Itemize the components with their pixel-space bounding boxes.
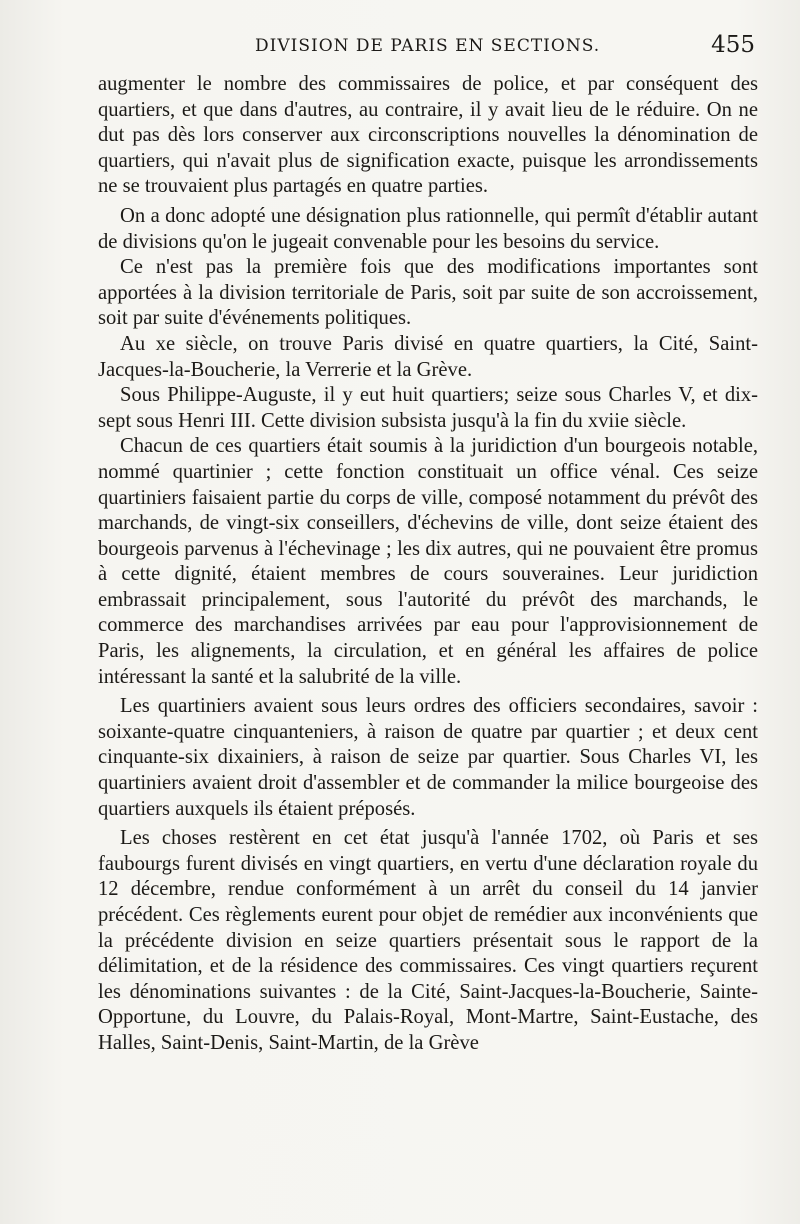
paragraph: Sous Philippe-Auguste, il y eut huit quartiers; seize sous Charles V, et dix-sept sous Henri III. Cette division subsista jusqu'à la fin du xviie siècle.: [98, 384, 758, 432]
paragraph: Les choses restèrent en cet état jusqu'à l'année 1702, où Paris et ses faubourgs furent divisés en vingt quartiers, en vertu d'une déclaration royale du 12 décembre, rendue conformément à un arrêt du conseil du 14 janvier précédent. Ces règlements eurent pour objet de remédier aux inconvénients que la précédente division en seize quartiers présentait sous le rapport de la délimitation, et de la résidence des commissaires. Ces vingt quartiers reçurent les dénominations suivantes : de la Cité, Saint-Jacques-la-Boucherie, Sainte-Opportune, du Louvre, du Palais-Royal, Mont-Martre, Saint-Eustache, des Halles, Saint-Denis, Saint-Martin, de la Grève: [98, 827, 758, 1054]
paragraph: Ce n'est pas la première fois que des modifications importantes sont apportées à la division territoriale de Paris, soit par suite de son accroissement, soit par suite d'événements politiques.: [98, 256, 758, 330]
paragraph: Au xe siècle, on trouve Paris divisé en quatre quartiers, la Cité, Saint-Jacques-la-Boucherie, la Verrerie et la Grève.: [98, 332, 758, 381]
page-header: [100, 34, 755, 64]
running-head: DIVISION DE PARIS EN SECTIONS.: [255, 36, 601, 56]
page-number: 455: [711, 32, 755, 58]
paragraph: On a donc adopté une désignation plus rationnelle, qui permît d'établir autant de divisions qu'on le jugeait convenable pour les besoins du service.: [98, 204, 758, 253]
paragraph: Chacun de ces quartiers était soumis à la juridiction d'un bourgeois notable, nommé quartinier ; cette fonction constituait un office vénal. Ces seize quartiniers faisaient partie du corps de ville, composé notamment du prévôt des marchands, de vingt-six conseillers, d'échevins de ville, dont seize étaient des bourgeois parvenus à l'échevinage ; les dix autres, qui ne pouvaient être promus à cette dignité, étaient membres de cours souveraines. Leur juridiction embrassait principalement, sous l'autorité du prévôt des marchands, le commerce des marchandises arrivées par eau pour l'approvisionnement de Paris, les alignements, la circulation, et en général les affaires de police intéressant la santé et la salubrité de la ville.: [98, 435, 758, 688]
paragraph: Les quartiniers avaient sous leurs ordres des officiers secondaires, savoir : soixante-quatre cinquanteniers, à raison de quatre par quartier ; et deux cent cinquante-six dixainiers, à raison de seize par quartier. Sous Charles VI, les quartiniers avaient droit d'assembler et de commander la milice bourgeoise des quartiers auxquels ils étaient préposés.: [98, 695, 758, 820]
paragraph: augmenter le nombre des commissaires de police, et par conséquent des quartiers, et que dans d'autres, au contraire, il y avait lieu de le réduire. On ne dut pas dès lors conserver aux circonscriptions nouvelles la dénomination de quartiers, qui n'avait plus de signification exacte, puisque les arrondissements ne se trouvaient plus partagés en quatre parties.: [98, 73, 758, 198]
body-text: [98, 72, 758, 1057]
